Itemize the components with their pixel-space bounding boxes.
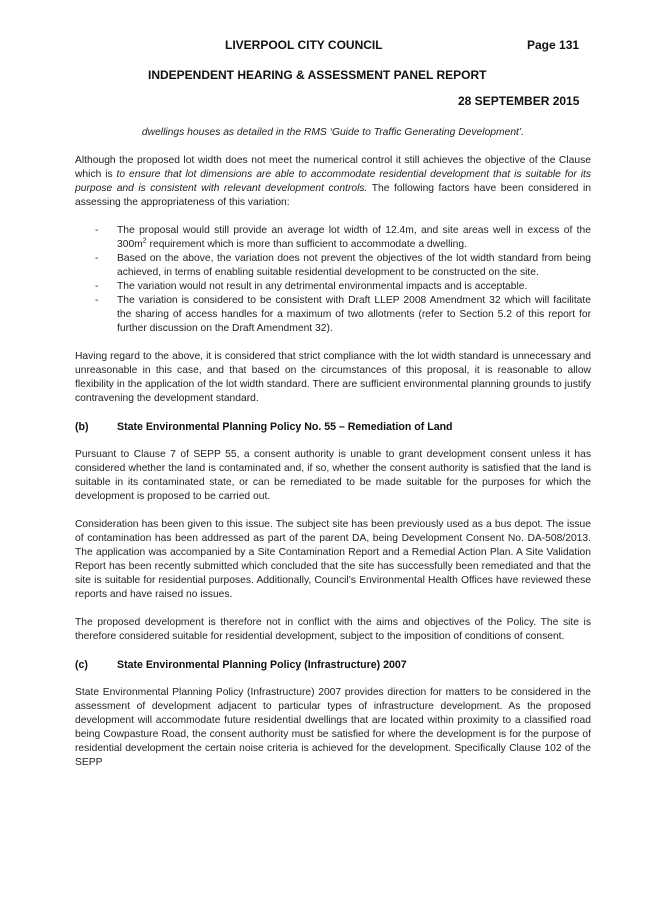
paragraph-compliance: Having regard to the above, it is considered that strict compliance with the lot width standard is unnecessary and unreasonable in this case, and that based on the circumstances of this proposal, it is reasonable to allow flexibility in the application of the lot width standard. There are sufficient environmental planning grounds to justify contravening the development standard. [75,351,591,404]
council-name: LIVERPOOL CITY COUNCIL [225,38,383,52]
list-item [75,252,591,280]
list-item-text: Based on the above, the variation does not prevent the objectives of the lot width standard from being achieved, in terms of enabling suitable residential development to be constructed on the site. [117,253,591,278]
list-item [75,294,591,336]
page-number: Page 131 [527,38,580,52]
dash-bullet: - [95,225,99,236]
superscript: 2 [142,237,147,245]
paragraph-text: The following factors have been considered in assessing the appropriateness of this variation: [75,183,591,208]
section-title: State Environmental Planning Policy (Infrastructure) 2007 [117,659,407,671]
clause-objective-quote: to ensure that lot dimensions are able to accommodate residential development that is suitable for its purpose and is consistent with relevant development controls. [75,169,591,194]
list-item-text: The variation is considered to be consistent with Draft LLEP 2008 Amendment 32 which will facilitate the sharing of access handles for a maximum of two allotments (refer to Section 5.2 of this report for further discussion on the Draft Amendment 32). [117,295,591,334]
factors-list [75,224,591,336]
paragraph-text: Although the proposed lot width does not meet the numerical control it still achieves the objective of the Clause which is [75,155,591,180]
list-item [75,280,591,294]
paragraph-lot-width [75,154,591,210]
report-date: 28 SEPTEMBER 2015 [458,94,580,108]
list-item [75,224,591,252]
paragraph-conclusion: The proposed development is therefore not in conflict with the aims and objectives of the Policy. The site is therefore considered suitable for residential development, subject to the imposition of conditions of consent. [75,617,591,642]
paragraph-infrastructure: State Environmental Planning Policy (Infrastructure) 2007 provides direction for matters to be considered in the assessment of development adjacent to particular types of infrastructure development. As the proposed development will accommodate future residential dwellings that are located within proximity to a classified road being Cowpasture Road, the consent authority must be satisfied for where the development is for the purpose of residential development the certain noise criteria is achieved for the development. Specifically Clause 102 of the SEPP [75,687,591,768]
continued-text: dwellings houses as detailed in the RMS ‘Guide to Traffic Generating Development’. [141,127,525,138]
section-number: (b) [75,421,89,433]
report-title: INDEPENDENT HEARING & ASSESSMENT PANEL REPORT [148,68,487,82]
section-number: (c) [75,659,88,671]
list-item-text: The proposal would still provide an average lot width of 12.4m, and site areas well in excess of the 300m [117,225,591,250]
dash-bullet: - [95,295,99,306]
section-heading-b [75,420,591,434]
section-title: State Environmental Planning Policy No. 55 – Remediation of Land [117,421,453,433]
paragraph-sepp55: Pursuant to Clause 7 of SEPP 55, a consent authority is unable to grant development consent unless it has considered whether the land is contaminated and, if so, whether the consent authority is satisfied that the land is suitable in its contaminated state, or can be remediated to be made suitable for the purposes for which the development is proposed to be carried out. [75,449,591,502]
list-item-text: The variation would not result in any detrimental environmental impacts and is acceptable. [117,281,528,292]
dash-bullet: - [95,281,99,292]
dash-bullet: - [95,253,99,264]
section-heading-c [75,658,591,672]
list-item-text: requirement which is more than sufficient to accommodate a dwelling. [146,239,467,250]
report-body [75,126,591,784]
paragraph-contamination: Consideration has been given to this issue. The subject site has been previously used as a bus depot. The issue of contamination has been addressed as part of the parent DA, being Development Consent No. DA-508/2013. The application was accompanied by a Site Contamination Report and a Remedial Action Plan. A Site Validation Report has been recently submitted which concluded that the site has successfully been remediated and that the site is suitable for residential purposes. Additionally, Council’s Environmental Health Offices have reviewed these reports and have raised no issues. [75,519,591,600]
